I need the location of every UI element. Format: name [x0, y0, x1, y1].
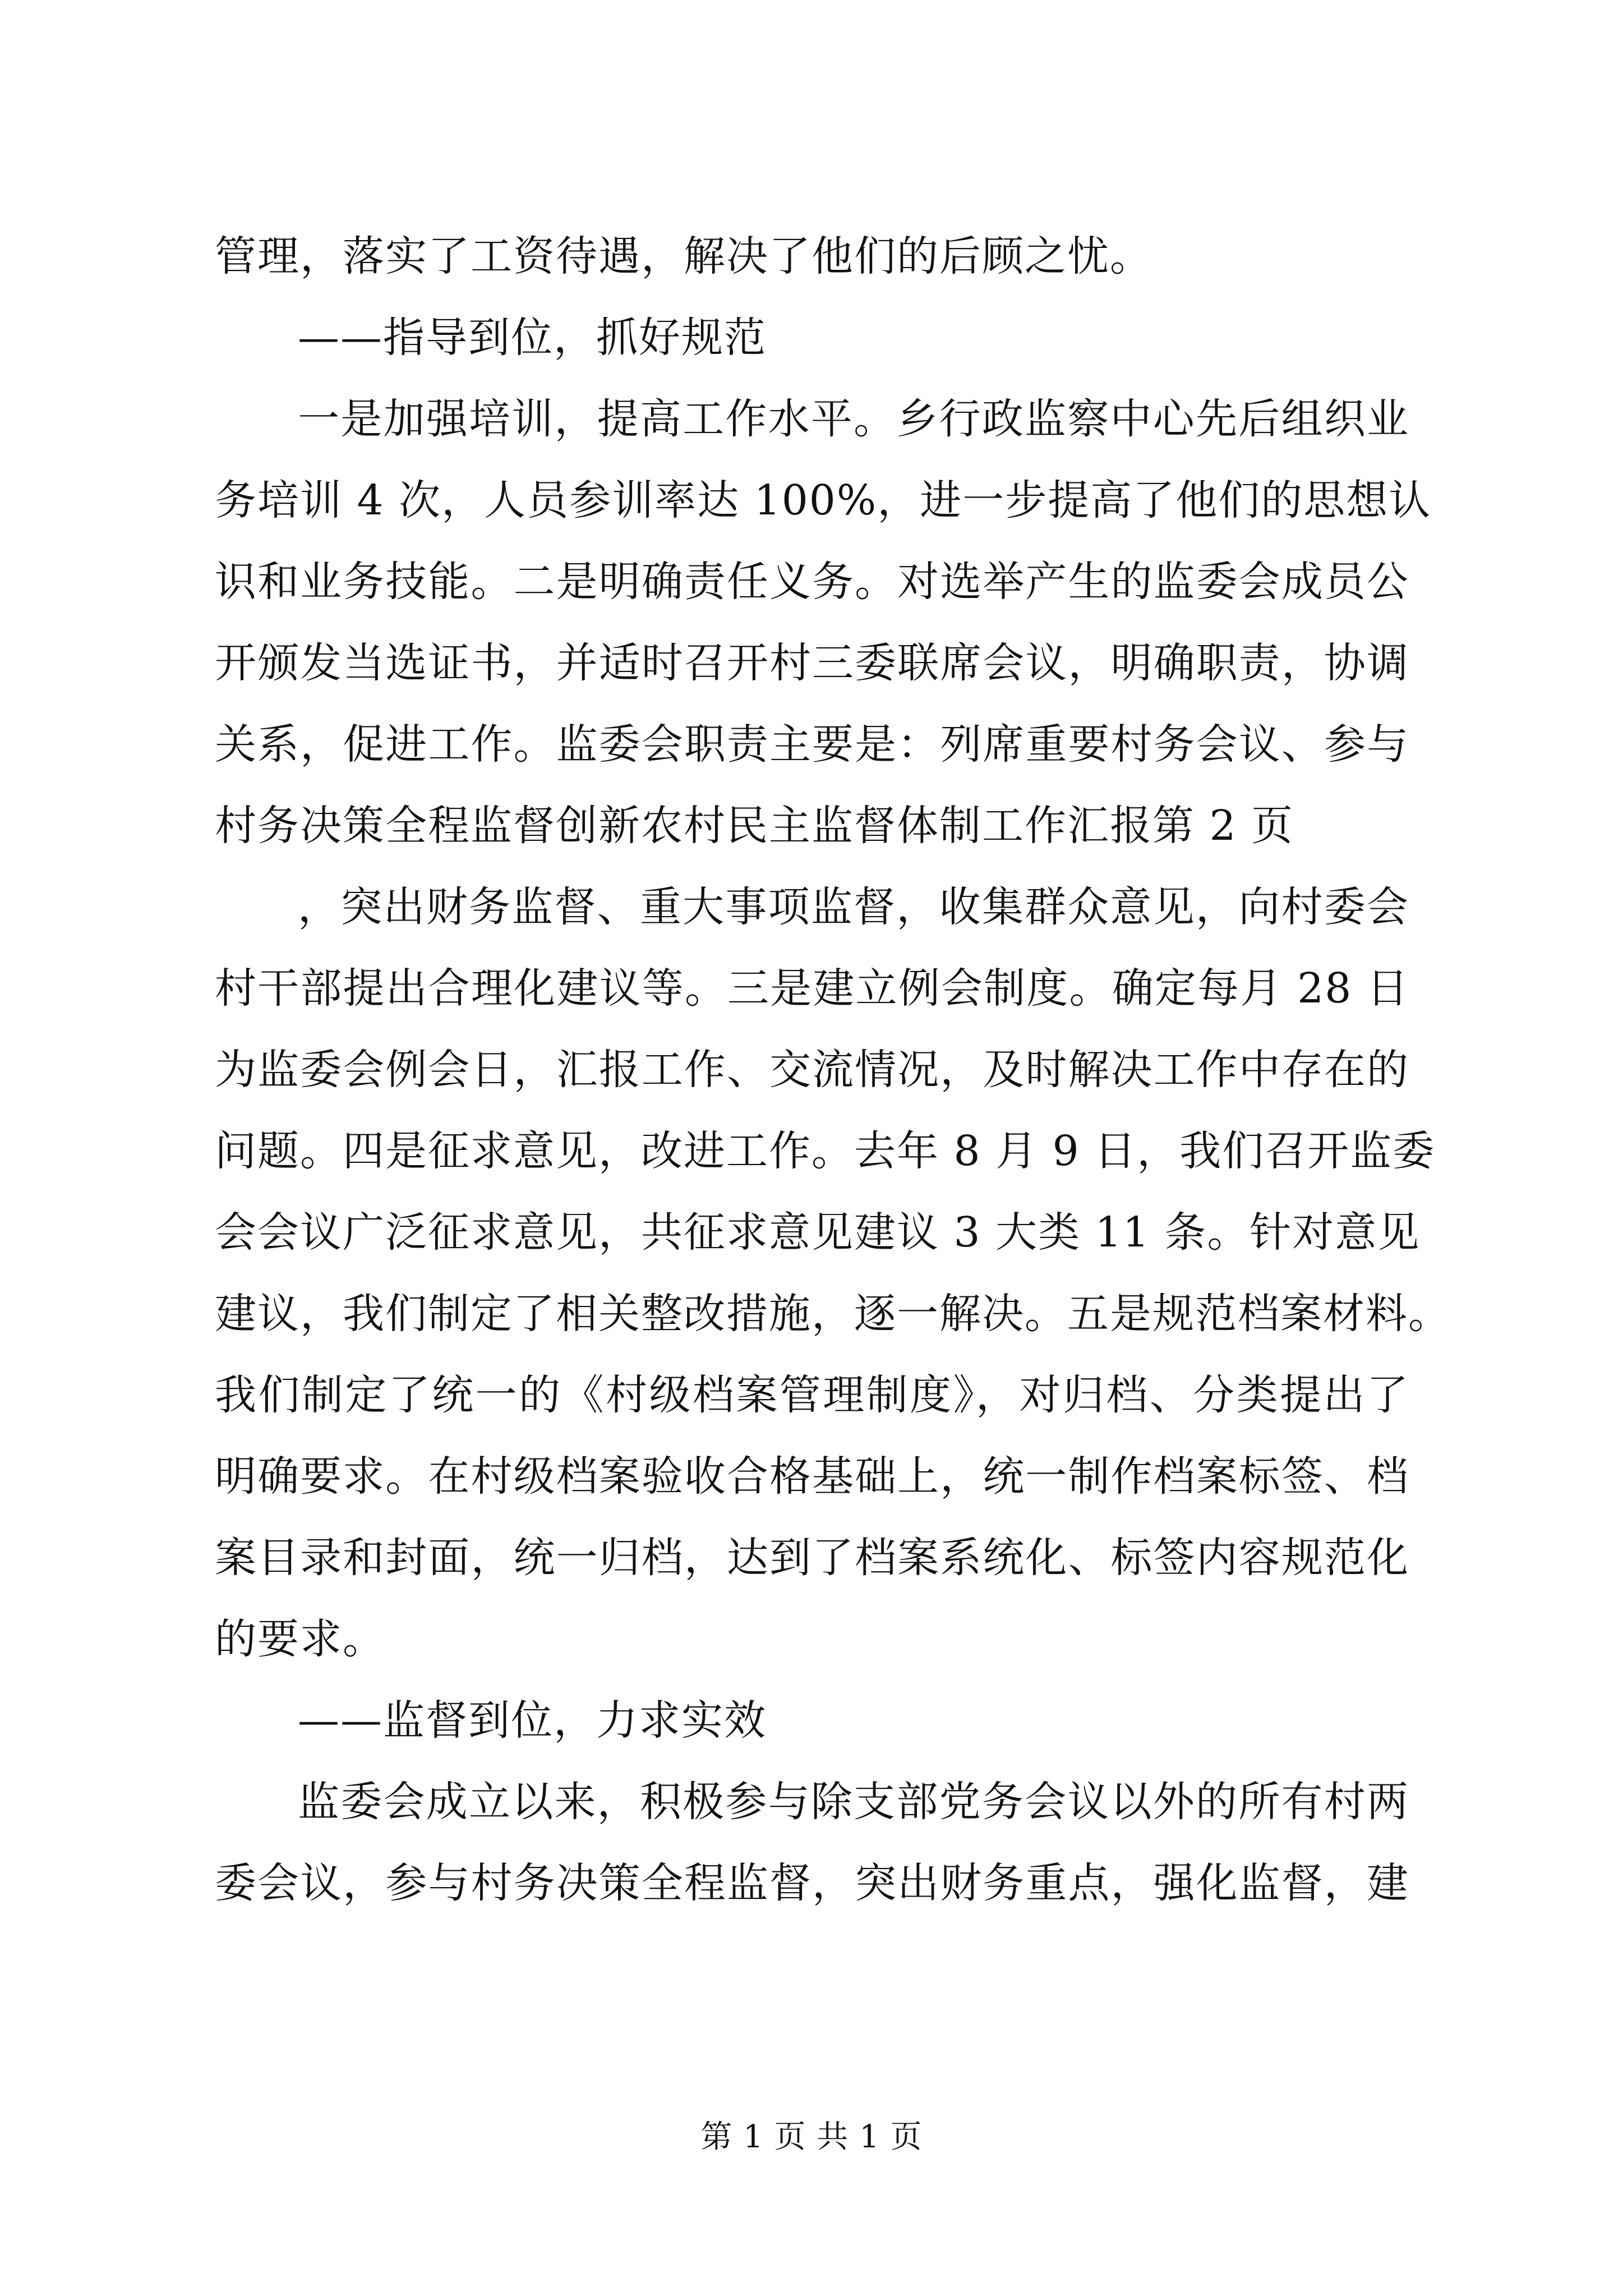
text-line: 我们制定了统一的《村级档案管理制度》，对归档、分类提出了 — [215, 1371, 1409, 1419]
section-heading: ——监督到位，力求实效 — [298, 1696, 767, 1745]
text-line: 监委会成立以来，积极参与除支部党务会议以外的所有村两 — [298, 1778, 1409, 1826]
text-line: 务培训 4 次，人员参训率达 100%，进一步提高了他们的思想认 — [215, 476, 1432, 524]
text-line: 村务决策全程监督创新农村民主监督体制工作汇报第 2 页 — [215, 802, 1294, 850]
text-line: 为监委会例会日，汇报工作、交流情况，及时解决工作中存在的 — [215, 1046, 1409, 1094]
text-line: 的要求。 — [215, 1615, 385, 1663]
text-line: 委会议，参与村务决策全程监督，突出财务重点，强化监督，建 — [215, 1859, 1409, 1907]
text-line: 会会议广泛征求意见，共征求意见建议 3 大类 11 条。针对意见 — [215, 1208, 1421, 1257]
text-line: ，突出财务监督、重大事项监督，收集群众意见，向村委会 — [298, 883, 1409, 931]
text-line: 一是加强培训，提高工作水平。乡行政监察中心先后组织业 — [298, 395, 1409, 443]
text-line: 识和业务技能。二是明确责任义务。对选举产生的监委会成员公 — [215, 558, 1409, 606]
text-line: 开颁发当选证书，并适时召开村三委联席会议，明确职责，协调 — [215, 639, 1409, 687]
text-line: 问题。四是征求意见，改进工作。去年 8 月 9 日，我们召开监委 — [215, 1127, 1436, 1175]
text-line: 关系，促进工作。监委会职责主要是：列席重要村务会议、参与 — [215, 720, 1409, 769]
section-heading: ——指导到位，抓好规范 — [298, 314, 767, 362]
document-body — [215, 216, 1451, 1924]
page-number-label: 第 1 页 共 1 页 — [700, 2119, 923, 2155]
text-line: 明确要求。在村级档案验收合格基础上，统一制作档案标签、档 — [215, 1452, 1409, 1501]
text-line: 村干部提出合理化建议等。三是建立例会制度。确定每月 28 日 — [215, 964, 1409, 1013]
page-footer — [0, 2112, 1623, 2157]
text-line: 案目录和封面，统一归档，达到了档案系统化、标签内容规范化 — [215, 1534, 1409, 1582]
text-line: 建议，我们制定了相关整改措施，逐一解决。五是规范档案材料。 — [215, 1290, 1451, 1338]
text-line: 管理，落实了工资待遇，解决了他们的后顾之忧。 — [215, 232, 1152, 280]
